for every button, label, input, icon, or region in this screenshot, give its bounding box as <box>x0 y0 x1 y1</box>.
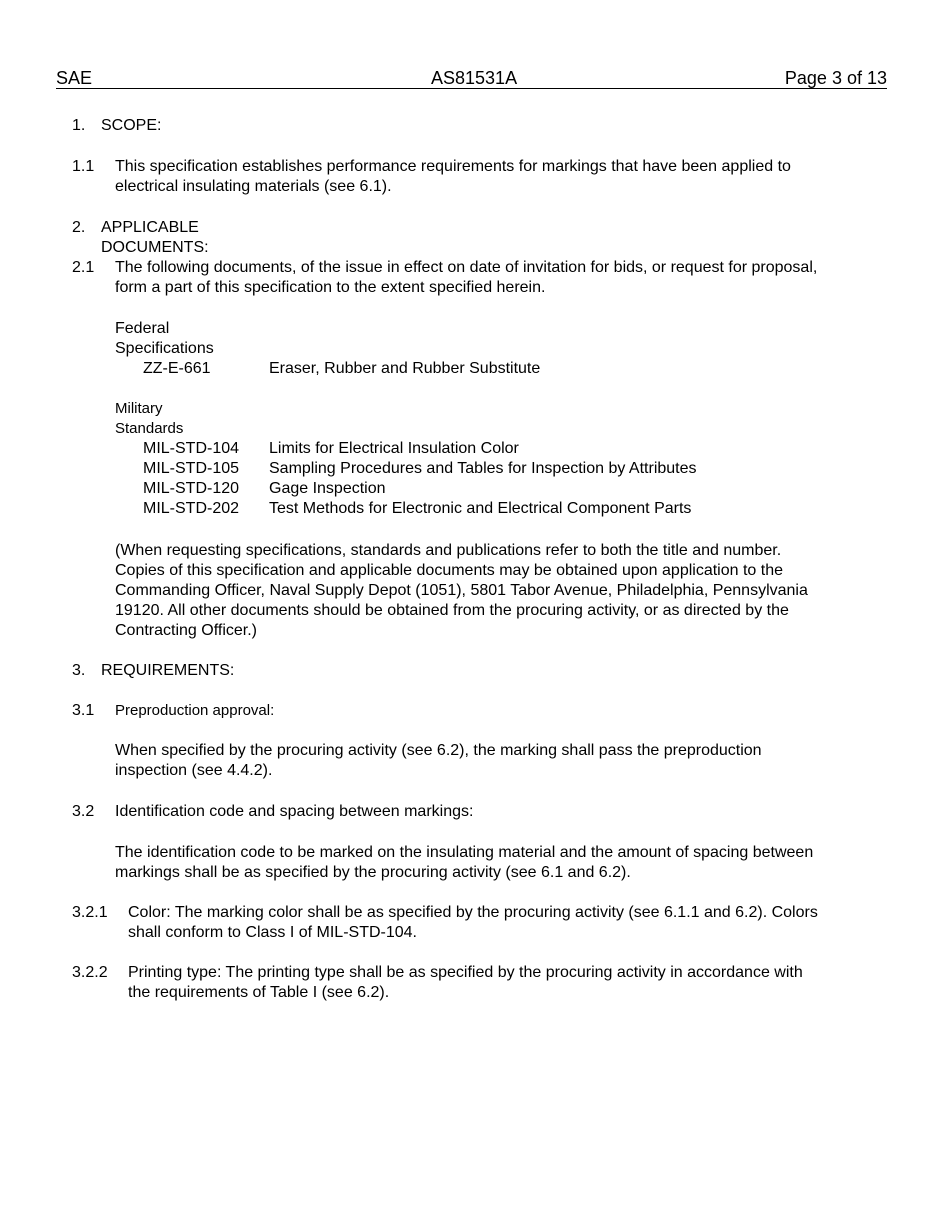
section-title: Identification code and spacing between markings: <box>115 803 474 820</box>
section-title: REQUIREMENTS: <box>101 662 235 679</box>
reference-title: Sampling Procedures and Tables for Inspection by Attributes <box>269 460 697 477</box>
paragraph-line: markings shall be as specified by the procuring activity (see 6.1 and 6.2). <box>115 864 631 881</box>
reference-code: ZZ-E-661 <box>143 360 211 377</box>
section-title: Preproduction approval: <box>115 702 275 719</box>
header-doc-number: AS81531A <box>431 68 518 88</box>
paragraph-line: Color: The marking color shall be as specified by the procuring activity (see 6.1.1 and 6.2). Colors <box>128 904 818 921</box>
reference-code: MIL-STD-105 <box>143 460 240 477</box>
page-header <box>56 68 887 89</box>
reference-code: MIL-STD-120 <box>143 480 240 497</box>
reference-title: Eraser, Rubber and Rubber Substitute <box>269 360 541 377</box>
paragraph-line: When specified by the procuring activity (see 6.2), the marking shall pass the preproduction <box>115 742 762 759</box>
paragraph-line: the requirements of Table I (see 6.2). <box>128 984 390 1001</box>
section-number: 3. <box>72 662 86 679</box>
paragraph-line: Printing type: The printing type shall be as specified by the procuring activity in accordance with <box>128 964 803 981</box>
header-org: SAE <box>56 68 93 88</box>
section-number: 2.1 <box>72 259 95 276</box>
reference-title: Gage Inspection <box>269 480 386 497</box>
paragraph-line: form a part of this specification to the extent specified herein. <box>115 279 546 296</box>
federal-specifications-heading: Federal Specifications <box>115 320 214 357</box>
section-number: 3.1 <box>72 702 95 719</box>
paragraph-line: inspection (see 4.4.2). <box>115 762 273 779</box>
section-number: 3.2 <box>72 803 95 820</box>
reference-title: Test Methods for Electronic and Electrical Component Parts <box>269 500 692 517</box>
paragraph-line: Contracting Officer.) <box>115 622 257 639</box>
section-title: SCOPE: <box>101 117 162 134</box>
paragraph-line: shall conform to Class I of MIL-STD-104. <box>128 924 417 941</box>
reference-code: MIL-STD-202 <box>143 500 240 517</box>
paragraph-line: (When requesting specifications, standards and publications refer to both the title and number. <box>115 542 782 559</box>
header-page-number: Page 3 of 13 <box>784 68 887 88</box>
paragraph-line: This specification establishes performance requirements for markings that have been applied to <box>115 158 791 175</box>
section-title: APPLICABLE DOCUMENTS: <box>101 219 209 256</box>
reference-code: MIL-STD-104 <box>143 440 240 457</box>
section-number: 2. <box>72 219 86 236</box>
paragraph-line: electrical insulating materials (see 6.1). <box>115 178 392 195</box>
paragraph-line: The following documents, of the issue in effect on date of invitation for bids, or request for proposal, <box>115 259 818 276</box>
section-number: 3.2.1 <box>72 904 108 921</box>
section-number: 3.2.2 <box>72 964 108 981</box>
paragraph-line: The identification code to be marked on the insulating material and the amount of spacing between <box>115 844 814 861</box>
section-number: 1. <box>72 117 86 134</box>
section-number: 1.1 <box>72 158 95 175</box>
reference-title: Limits for Electrical Insulation Color <box>269 440 519 457</box>
paragraph-line: Copies of this specification and applicable documents may be obtained upon application to the <box>115 562 783 579</box>
paragraph-line: 19120. All other documents should be obtained from the procuring activity, or as directed by the <box>115 602 789 619</box>
paragraph-line: Commanding Officer, Naval Supply Depot (1051), 5801 Tabor Avenue, Philadelphia, Pennsylvania <box>115 582 808 599</box>
military-standards-heading: Military Standards <box>115 400 184 437</box>
